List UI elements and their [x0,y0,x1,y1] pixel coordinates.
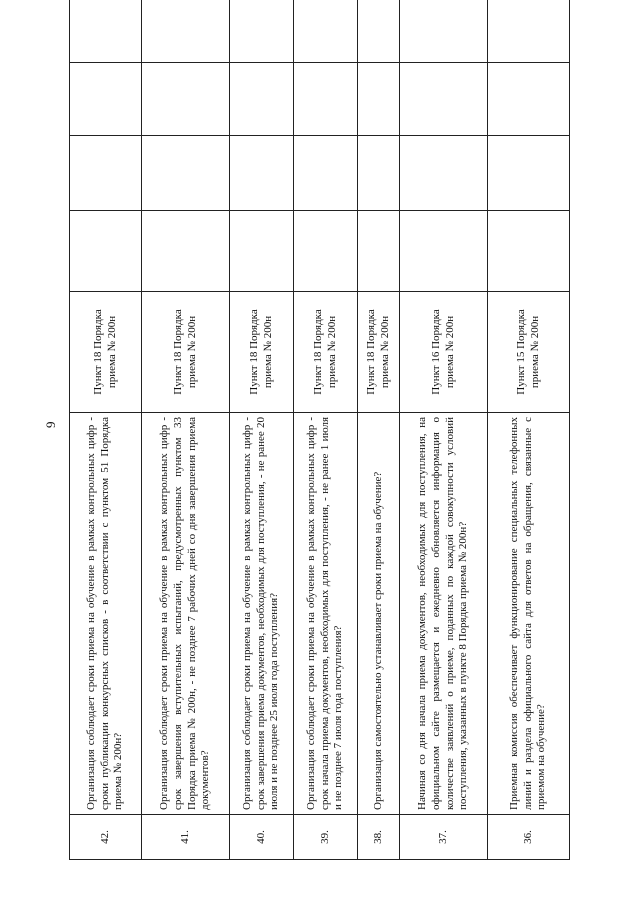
comment-cell [142,0,230,63]
answer-cell-na [400,63,488,136]
legal-reference: Пункт 18 Порядка приема № 200н [142,292,230,413]
row-number: 41. [142,815,230,860]
answer-cell-yes [142,211,230,292]
answer-cell-yes [400,211,488,292]
question-text: Организация самостоятельно устанавливает сроки приема на обучение? [358,413,400,815]
table-row [230,0,294,860]
answer-cell-na [142,63,230,136]
comment-cell [70,0,142,63]
row-number: 36. [488,815,570,860]
comment-cell [358,0,400,63]
answer-cell-yes [488,211,570,292]
answer-cell-yes [294,211,358,292]
legal-reference: Пункт 18 Порядка приема № 200н [70,292,142,413]
answer-cell-na [230,63,294,136]
row-number: 37. [400,815,488,860]
row-number: 39. [294,815,358,860]
answer-cell-na [488,63,570,136]
table-row [294,0,358,860]
comment-cell [488,0,570,63]
row-number: 42. [70,815,142,860]
answer-cell-yes [230,211,294,292]
legal-reference: Пункт 18 Порядка приема № 200н [358,292,400,413]
comment-cell [230,0,294,63]
legal-reference: Пункт 16 Порядка приема № 200н [400,292,488,413]
question-text: Организация соблюдает сроки приема на обучение в рамках контрольных цифр - срок начала приема документов, необходимых для поступления, - не ранее 1 июля и не позднее 7 июля года поступления? [294,413,358,815]
legal-reference: Пункт 15 Порядка приема № 200н [488,292,570,413]
question-text: Приемная комиссия обеспечивает функционирование специальных телефонных линий и раздела официального сайта для ответов на обращения, связанные с приемом на обучение? [488,413,570,815]
question-text: Организация соблюдает сроки приема на обучение в рамках контрольных цифр - срок завершения вступительных испытаний, предусмотренных пунктом 33 Порядка приема № 200н, - не позднее 7 рабочих дней со дня завершения приема документов? [142,413,230,815]
answer-cell-na [70,63,142,136]
legal-reference: Пункт 18 Порядка приема № 200н [230,292,294,413]
answer-cell-na [294,63,358,136]
row-number: 38. [358,815,400,860]
checklist-table-wrapper [69,30,569,860]
legal-reference: Пункт 18 Порядка приема № 200н [294,292,358,413]
row-number: 40. [230,815,294,860]
page-number: 9 [43,421,58,428]
table-row [70,0,142,860]
comment-cell [400,0,488,63]
table-row [400,0,488,860]
answer-cell-yes [358,211,400,292]
answer-cell-no [358,136,400,211]
answer-cell-no [400,136,488,211]
checklist-table [69,0,570,860]
answer-cell-no [70,136,142,211]
answer-cell-no [488,136,570,211]
table-row [358,0,400,860]
question-text: Организация соблюдает сроки приема на обучение в рамках контрольных цифр - сроки публикации конкурсных списков - в соответствии с пунктом 51 Порядка приема № 200н? [70,413,142,815]
answer-cell-na [358,63,400,136]
answer-cell-yes [70,211,142,292]
table-row [488,0,570,860]
question-text: Организация соблюдает сроки приема на обучение в рамках контрольных цифр - срок завершения приема документов, необходимых для поступления, - не ранее 20 июля и не позднее 25 июля года поступления? [230,413,294,815]
answer-cell-no [230,136,294,211]
answer-cell-no [294,136,358,211]
table-row [142,0,230,860]
question-text: Начиная со дня начала приема документов, необходимых для поступления, на официальном сайте размещается и ежедневно обновляется информация о количестве заявлений о приеме, поданных по каждой совокупности условий поступления, указанных в пункте 8 Порядка приема № 200н? [400,413,488,815]
comment-cell [294,0,358,63]
answer-cell-no [142,136,230,211]
